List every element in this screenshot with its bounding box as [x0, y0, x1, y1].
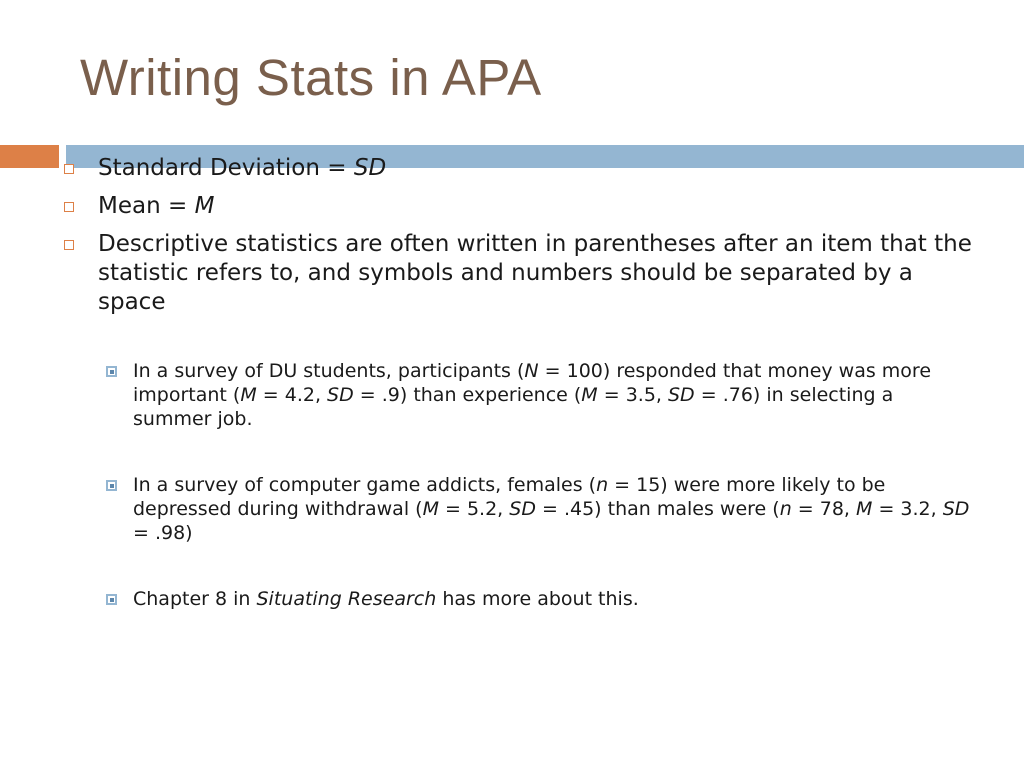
bullet-symbol: M — [194, 193, 215, 219]
italic-symbol: N — [524, 360, 539, 382]
italic-symbol: SD — [942, 498, 970, 520]
filled-square-bullet-icon — [106, 480, 117, 491]
text-run: = .98) — [133, 522, 193, 544]
italic-symbol: SD — [668, 384, 695, 406]
text-run: = 4.2, — [256, 384, 328, 406]
text-run: = 100) responded that money was more important ( — [133, 360, 932, 406]
filled-square-bullet-icon — [106, 594, 117, 605]
sub-bullet-list — [64, 359, 974, 611]
bullet-descriptive-statistics — [64, 230, 974, 317]
italic-symbol: M — [581, 384, 598, 406]
text-run: In a survey of DU students, participants ( — [133, 360, 525, 382]
book-title: Situating Research — [256, 588, 437, 610]
sub-bullet-example-game-addicts — [104, 473, 974, 545]
bullet-text: Standard Deviation = — [98, 155, 354, 181]
slide-title: Writing Stats in APA — [80, 49, 542, 106]
italic-symbol: n — [779, 498, 792, 520]
text-run: Chapter 8 in — [133, 588, 257, 610]
bullet-text: Mean = — [98, 193, 195, 219]
italic-symbol: M — [856, 498, 873, 520]
italic-symbol: M — [240, 384, 257, 406]
text-run: = .9) than experience ( — [353, 384, 582, 406]
text-run: = .76) in selecting a summer job. — [133, 384, 894, 430]
slide-content — [64, 154, 974, 653]
italic-symbol: M — [422, 498, 439, 520]
text-run: = 5.2, — [438, 498, 510, 520]
bullet-mean — [64, 192, 974, 221]
text-run: = 3.2, — [872, 498, 943, 520]
text-run: = 15) were more likely to be depressed during withdrawal ( — [133, 474, 886, 520]
square-bullet-icon — [64, 202, 74, 212]
italic-symbol: SD — [509, 498, 536, 520]
text-run: = 78, — [791, 498, 856, 520]
italic-symbol: n — [596, 474, 609, 496]
filled-square-bullet-icon — [106, 366, 117, 377]
text-run: = 3.5, — [597, 384, 668, 406]
bullet-text: Descriptive statistics are often written in parentheses after an item that the statistic refers to, and symbols and numbers should be separated by a space — [98, 231, 972, 315]
square-bullet-icon — [64, 164, 74, 174]
italic-symbol: SD — [327, 384, 354, 406]
text-run: = .45) than males were ( — [535, 498, 780, 520]
text-run: has more about this. — [436, 588, 639, 610]
bullet-symbol: SD — [353, 155, 387, 181]
square-bullet-icon — [64, 240, 74, 250]
sub-bullet-chapter-reference — [104, 587, 974, 611]
sub-bullet-example-du-students — [104, 359, 974, 431]
text-run: In a survey of computer game addicts, females ( — [133, 474, 597, 496]
accent-bar-orange — [0, 145, 59, 168]
bullet-standard-deviation — [64, 154, 974, 183]
